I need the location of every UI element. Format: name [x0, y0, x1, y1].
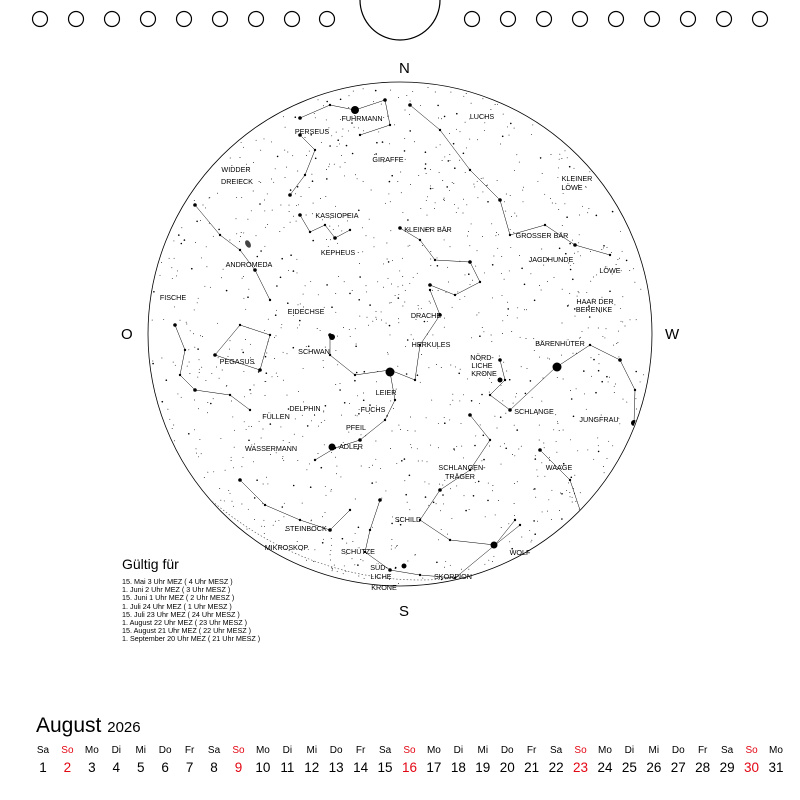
calendar-day — [495, 744, 519, 778]
weekday-label: Mi — [135, 745, 146, 756]
weekday-label: Di — [282, 745, 293, 756]
weekday-label: Sa — [378, 745, 392, 756]
legend-line: 15. Juli 23 Uhr MEZ ( 24 Uhr MESZ ) — [122, 609, 240, 619]
weekday-label: Sa — [207, 745, 221, 756]
bright-star — [329, 444, 336, 451]
constellation-figure — [240, 480, 350, 530]
calendar-day — [226, 744, 250, 778]
constellation-label-delphin: DELPHIN — [289, 404, 321, 413]
constellation-label-fuhrmann: FUHRMANN — [341, 114, 383, 123]
day-number: 14 — [353, 760, 369, 775]
day-number: 7 — [185, 760, 194, 775]
bright-star — [491, 542, 498, 549]
constellation-label-kleiner-baer: KLEINER BÄR — [404, 225, 452, 234]
day-number: 10 — [255, 760, 271, 775]
day-number: 25 — [621, 760, 637, 775]
legend-line: 15. Mai 3 Uhr MEZ ( 4 Uhr MESZ ) — [122, 577, 233, 586]
calendar-day — [520, 744, 544, 778]
weekday-label: Fr — [355, 745, 366, 756]
calendar-day — [31, 744, 55, 778]
weekday-label: Mo — [769, 745, 783, 756]
constellation-label-haar-1: HAAR DER — [576, 297, 614, 306]
day-number: 20 — [499, 760, 515, 775]
legend-line: 1. Juni 2 Uhr MEZ ( 3 Uhr MESZ ) — [122, 585, 231, 595]
constellation-label-herkules: HERKULES — [411, 340, 451, 349]
weekday-label: So — [574, 745, 587, 756]
calendar-day — [471, 744, 495, 778]
weekday-label: Fr — [697, 745, 708, 756]
weekday-label: Sa — [549, 745, 563, 756]
weekday-label: Mo — [426, 745, 441, 756]
calendar-day — [446, 744, 470, 778]
weekday-label: Di — [453, 745, 464, 756]
legend-title: Gültig für — [122, 556, 179, 572]
bright-star — [386, 368, 395, 377]
constellation-figure — [400, 228, 480, 295]
constellation-label-jagdhunde: JAGDHUNDE — [528, 255, 574, 264]
constellation-figure — [490, 345, 635, 423]
weekday-label: Mi — [477, 745, 489, 756]
day-number: 28 — [695, 760, 711, 775]
direction-west: W — [665, 326, 680, 343]
bright-star — [498, 378, 503, 383]
calendar-day — [349, 744, 373, 778]
day-number: 21 — [524, 760, 540, 775]
weekday-label: Mi — [648, 745, 660, 756]
calendar-day — [544, 744, 568, 778]
bright-star — [329, 334, 335, 340]
constellation-label-wolf: WOLF — [509, 548, 531, 557]
day-number: 1 — [39, 760, 47, 775]
bright-star — [402, 564, 407, 569]
constellation-label-fuchs: FUCHS — [360, 405, 386, 414]
day-number: 12 — [304, 760, 320, 775]
day-number: 31 — [768, 760, 784, 775]
day-number: 18 — [450, 760, 466, 775]
weekday-label: So — [232, 745, 245, 756]
constellation-label-steinbock: STEINBOCK — [285, 524, 327, 533]
day-number: 13 — [328, 760, 344, 775]
legend-line: 15. Juni 1 Uhr MEZ ( 2 Uhr MESZ ) — [122, 593, 235, 603]
calendar-day — [202, 744, 226, 778]
calendar-day — [666, 744, 690, 778]
constellation-label-suedliche-krone-3: KRONE — [371, 583, 397, 592]
weekday-label: Fr — [526, 745, 537, 756]
ecliptic-line — [60, 0, 780, 580]
calendar-day — [153, 744, 177, 778]
day-number: 9 — [234, 760, 243, 775]
constellation-label-jungfrau: JUNGFRAU — [579, 415, 619, 424]
calendar-day — [324, 744, 348, 778]
day-number: 2 — [63, 760, 72, 775]
constellation-label-schwan: SCHWAN — [298, 347, 330, 356]
calendar-strip — [31, 744, 788, 780]
calendar-day — [300, 744, 324, 778]
day-number: 30 — [744, 760, 760, 775]
legend-line: 15. August 21 Uhr MEZ ( 22 Uhr MESZ ) — [122, 626, 252, 636]
calendar-day — [178, 744, 202, 778]
constellation-label-fuellen: FÜLLEN — [262, 412, 290, 421]
constellation-label-drache: DRACHE — [410, 311, 442, 320]
weekday-label: So — [745, 745, 758, 756]
constellation-label-noerdliche-krone-3: KRONE — [471, 369, 497, 378]
legend-line: 1. August 22 Uhr MEZ ( 23 Uhr MESZ ) — [122, 618, 248, 628]
constellation-label-noerdliche-krone-2: LICHE — [471, 361, 493, 370]
constellation-label-waage: WAAGE — [545, 463, 573, 472]
constellation-label-loewe: LÖWE — [599, 266, 621, 275]
calendar-day — [398, 744, 422, 778]
day-number: 29 — [719, 760, 735, 775]
constellation-label-schild: SCHILD — [394, 515, 422, 524]
weekday-label: Do — [329, 745, 343, 756]
calendar-day — [642, 744, 666, 778]
day-number: 11 — [280, 760, 295, 775]
calendar-day — [422, 744, 446, 778]
constellation-figure — [330, 290, 440, 380]
validity-legend — [122, 556, 382, 644]
constellation-label-pegasus: PEGASUS — [219, 357, 255, 366]
weekday-label: Di — [624, 745, 635, 756]
day-number: 5 — [136, 760, 145, 775]
constellation-label-adler: ADLER — [339, 442, 363, 451]
weekday-label: Do — [158, 745, 172, 756]
calendar-day — [104, 744, 128, 778]
constellation-label-mikroskop: MIKROSKOP. — [264, 543, 310, 552]
constellation-label-haar-2: BERENIKE — [575, 305, 613, 314]
calendar-day — [275, 744, 299, 778]
constellation-label-leier: LEIER — [375, 388, 397, 397]
calendar-day — [373, 744, 397, 778]
calendar-day — [251, 744, 275, 778]
calendar-day — [740, 744, 764, 778]
constellation-label-perseus: PERSEUS — [294, 127, 330, 136]
calendar-day — [129, 744, 153, 778]
constellation-label-schlange: SCHLANGE — [514, 407, 554, 416]
calendar-day — [764, 744, 788, 778]
calendar-day — [715, 744, 739, 778]
day-number: 23 — [573, 760, 589, 775]
constellation-label-giraffe: GIRAFFE — [372, 155, 404, 164]
constellation-label-schlangentraeger-2: TRÄGER — [445, 472, 475, 481]
day-number: 22 — [548, 760, 564, 775]
calendar-day — [569, 744, 593, 778]
day-number: 16 — [401, 760, 418, 775]
weekday-label: Sa — [36, 745, 50, 756]
constellation-label-skorpion: SKORPION — [434, 572, 472, 581]
weekday-label: So — [61, 745, 74, 756]
constellation-label-kassiopeia: KASSIOPEIA — [315, 211, 359, 220]
weekday-label: Mo — [255, 745, 270, 756]
day-number: 3 — [88, 760, 96, 775]
day-number: 24 — [597, 760, 613, 775]
weekday-label: Mo — [84, 745, 99, 756]
constellation-label-schlangentraeger-1: SCHLANGEN- — [438, 463, 486, 472]
constellation-label-kleiner-loewe-2: LÖWE — [561, 183, 583, 192]
constellation-figure — [175, 325, 250, 410]
legend-line: 1. Juli 24 Uhr MEZ ( 1 Uhr MESZ ) — [122, 601, 232, 611]
weekday-label: Sa — [721, 745, 734, 756]
constellation-label-noerdliche-krone-1: NÖRD- — [470, 353, 494, 362]
direction-south: S — [399, 603, 410, 620]
constellation-figure — [290, 135, 315, 195]
calendar-day — [593, 744, 617, 778]
day-number: 27 — [670, 760, 686, 775]
constellation-label-fische: FISCHE — [159, 293, 187, 302]
constellation-label-schuetze: SCHÜTZE — [341, 547, 375, 556]
constellation-label-luchs: LUCHS — [469, 112, 495, 121]
day-number: 6 — [161, 760, 169, 775]
constellation-label-pfeil: PFEIL — [346, 423, 366, 432]
day-number: 19 — [475, 760, 491, 775]
legend-line: 1. September 20 Uhr MEZ ( 21 Uhr MESZ ) — [122, 634, 261, 644]
day-number: 4 — [112, 760, 121, 775]
calendar-day — [80, 744, 104, 778]
day-number: 17 — [426, 760, 442, 775]
constellation-figure — [195, 205, 270, 300]
constellation-label-kepheus: KEPHEUS — [320, 248, 356, 257]
calendar-day — [55, 744, 79, 778]
weekday-label: Do — [500, 745, 514, 756]
constellation-label-dreieck: DREIECK — [221, 177, 253, 186]
weekday-label: Fr — [184, 745, 195, 756]
constellation-label-suedliche-krone-1: SÜD- — [370, 563, 388, 572]
direction-east: O — [121, 326, 133, 343]
constellation-label-eidechse: EIDECHSE — [287, 307, 325, 316]
constellation-label-wassermann: WASSERMANN — [244, 444, 298, 453]
weekday-label: Mi — [306, 745, 318, 756]
constellation-label-grosser-baer: GROSSER BÄR — [515, 231, 569, 240]
weekday-label: Do — [671, 745, 685, 756]
bright-star — [553, 363, 562, 372]
day-number: 15 — [377, 760, 393, 775]
weekday-label: Di — [111, 745, 122, 756]
constellation-label-suedliche-krone-2: LICHE — [370, 572, 392, 581]
calendar-day — [617, 744, 641, 778]
weekday-label: So — [403, 745, 416, 756]
calendar-day — [691, 744, 715, 778]
month-title — [36, 714, 141, 738]
month-name: August — [36, 714, 102, 737]
constellation-label-kleiner-loewe-1: KLEINER — [561, 174, 593, 183]
weekday-label: Mo — [598, 745, 612, 756]
constellation-label-widder: WIDDER — [221, 165, 251, 174]
bright-star — [351, 106, 359, 114]
month-year: 2026 — [107, 719, 141, 736]
constellation-label-andromeda: ANDROMEDA — [225, 260, 273, 269]
day-number: 26 — [646, 760, 662, 775]
constellation-label-baerenhueter: BÄRENHÜTER — [535, 339, 585, 348]
direction-north: N — [399, 60, 410, 77]
day-number: 8 — [210, 760, 218, 775]
